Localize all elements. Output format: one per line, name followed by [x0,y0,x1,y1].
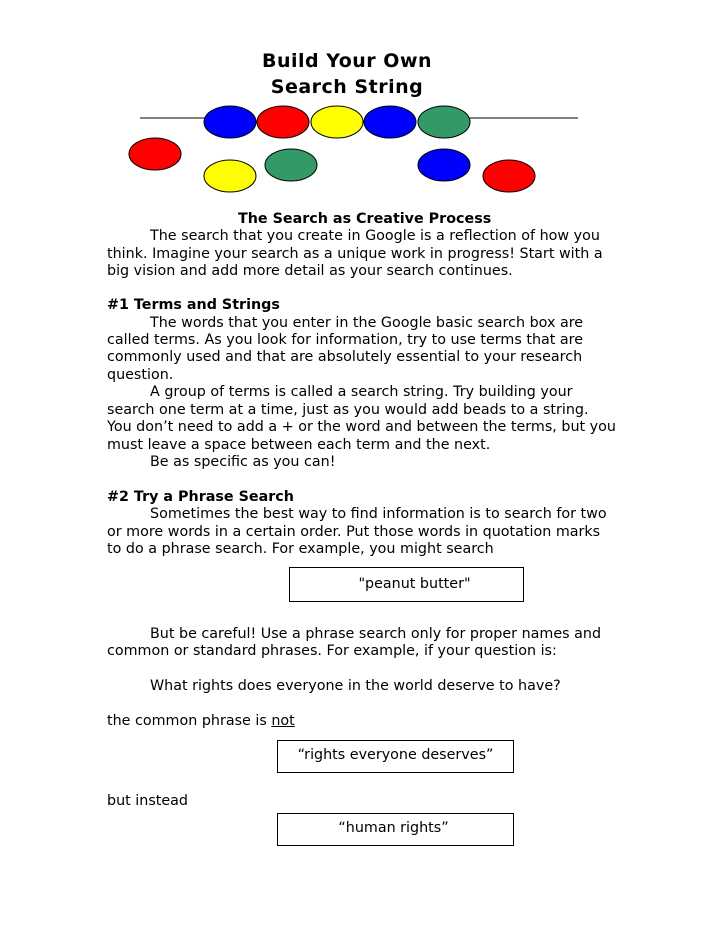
s1-line-1: The words that you enter in the Google basic search box are [150,315,584,331]
intro-line-3: big vision and add more detail as your search continues. [107,263,513,279]
section-heading-phrase-search: #2 Try a Phrase Search [107,489,294,505]
beads-group [129,106,535,192]
page-title-line2: Search String [270,76,424,98]
s2-caution-line-2: common or standard phrases. For example, if your question is: [107,643,557,659]
s2-line-3: to do a phrase search. For example, you might search [107,541,494,557]
bead-blue-1 [204,106,256,138]
s1-line-5: A group of terms is called a search string. Try building your [150,384,573,400]
s1-line-2: called terms. As you look for information, try to use terms that are [107,332,584,348]
s2-question: What rights does everyone in the world deserve to have? [150,678,561,694]
s1-line-8: must leave a space between each term and the next. [107,437,491,453]
example-box-rights-everyone-text: “rights everyone deserves” [297,747,494,763]
bead-blue-4 [364,106,416,138]
bead-blue-9 [418,149,470,181]
bead-red-6 [129,138,181,170]
bead-green-5 [418,106,470,138]
intro-line-1: The search that you create in Google is a reflection of how you [150,228,600,244]
bead-red-10 [483,160,535,192]
s2-but-instead: but instead [107,793,189,809]
s1-line-4: question. [107,367,174,383]
s2-caution-line-1: But be careful! Use a phrase search only for proper names and [150,626,602,642]
section-heading-terms-strings: #1 Terms and Strings [107,297,280,313]
common-phrase-prefix: the common phrase is [107,713,272,729]
s1-line-3: commonly used and that are absolutely essential to your research [107,349,583,365]
intro-line-2: think. Imagine your search as a unique work in progress! Start with a [107,246,603,262]
s2-common-phrase-line [107,713,295,730]
s2-line-2: or more words in a certain order. Put those words in quotation marks [107,524,601,540]
s1-line-9: Be as specific as you can! [150,454,336,470]
section-heading-creative-process: The Search as Creative Process [238,211,492,227]
example-box-rights-everyone [277,740,514,773]
example-box-peanut-butter-text: "peanut butter" [358,576,471,592]
example-box-peanut-butter [289,567,524,602]
example-box-human-rights [277,813,514,846]
s2-line-1: Sometimes the best way to find information is to search for two [150,506,607,522]
bead-yellow-3 [311,106,363,138]
bead-red-2 [257,106,309,138]
page-title-line1: Build Your Own [261,50,433,72]
s1-line-7: You don’t need to add a + or the word and between the terms, but you [107,419,616,435]
example-box-human-rights-text: “human rights” [338,820,449,836]
bead-yellow-7 [204,160,256,192]
bead-green-8 [265,149,317,181]
common-phrase-not: not [271,713,295,729]
s1-line-6: search one term at a time, just as you would add beads to a string. [107,402,589,418]
